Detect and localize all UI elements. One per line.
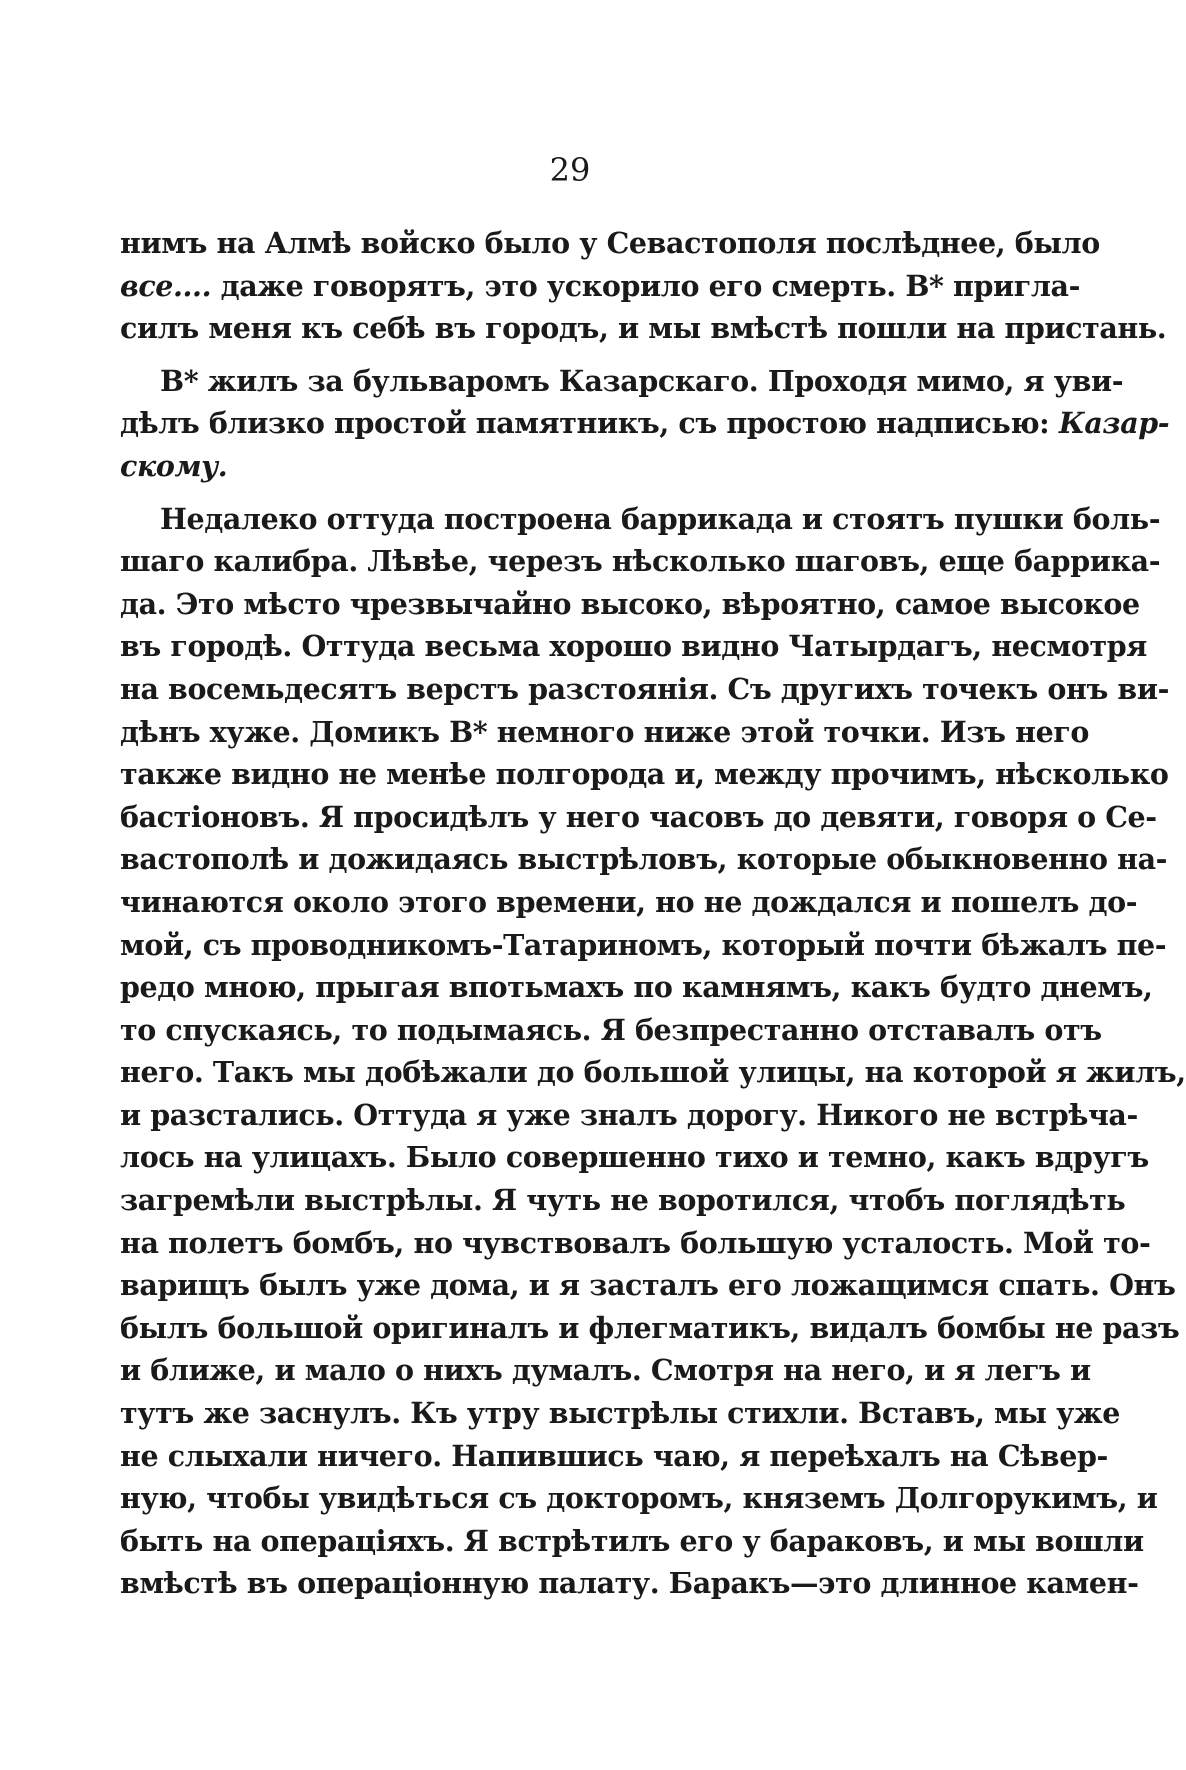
text-line: [120, 583, 1140, 626]
line-text: то спускаясь, то подымаясь. Я безпрестанно отставалъ отъ: [120, 1012, 1102, 1047]
text-line: [120, 796, 1157, 839]
text-line: [120, 1136, 1149, 1179]
text-line: [120, 1435, 1108, 1478]
text-line: [120, 711, 1089, 754]
line-text: быть на операціяхъ. Я встрѣтилъ его у бараковъ, и мы вошли: [120, 1523, 1144, 1558]
text-line: [120, 1222, 1151, 1265]
text-line: [120, 1264, 1176, 1307]
line-text: редо мною, прыгая впотьмахъ по камнямъ, какъ будто днемъ,: [120, 970, 1153, 1005]
text-line: [120, 966, 1153, 1009]
line-text: дѣнъ хуже. Домикъ В* немного ниже этой точки. Изъ него: [120, 714, 1089, 749]
text-line: [120, 625, 1147, 668]
text-line: [120, 307, 1167, 350]
line-text: не слыхали ничего. Напившись чаю, я переѣхалъ на Сѣвер-: [120, 1438, 1108, 1473]
line-text: дѣлъ близко простой памятникъ, съ простою надписью:: [120, 406, 1059, 441]
italic-text: скому.: [120, 448, 228, 483]
text-line: [120, 540, 1161, 583]
text-line: [120, 838, 1168, 881]
line-text: въ городѣ. Оттуда весьма хорошо видно Чатырдагъ, несмотря: [120, 629, 1147, 664]
line-text: ную, чтобы увидѣться съ докторомъ, княземъ Долгорукимъ, и: [120, 1481, 1158, 1516]
line-text: силъ меня къ себѣ въ городъ, и мы вмѣстѣ пошли на пристань.: [120, 311, 1167, 346]
line-text: тутъ же заснулъ. Къ утру выстрѣлы стихли. Вставъ, мы уже: [120, 1396, 1121, 1431]
italic-text: все....: [120, 268, 221, 303]
line-text: и ближе, и мало о нихъ думалъ. Смотря на него, и я легъ и: [120, 1353, 1091, 1388]
line-text: былъ большой оригиналъ и флегматикъ, видалъ бомбы не разъ: [120, 1310, 1180, 1345]
text-line: [120, 753, 1169, 796]
text-line: [120, 924, 1167, 967]
text-line: [120, 1562, 1139, 1605]
text-line: [120, 1009, 1102, 1052]
text-line: [120, 445, 940, 488]
text-line: [120, 1094, 1138, 1137]
line-text: него. Такъ мы добѣжали до большой улицы, на которой я жилъ,: [120, 1055, 1186, 1090]
text-line: [120, 222, 1100, 265]
text-line: [120, 360, 1124, 403]
text-line: [120, 881, 1138, 924]
line-text: на восемьдесятъ верстъ разстоянія. Съ другихъ точекъ онъ ви-: [120, 671, 1169, 706]
text-line: [120, 498, 1161, 541]
italic-text: Казар-: [1058, 406, 1170, 441]
line-text: также видно не менѣе полгорода и, между прочимъ, нѣсколько: [120, 757, 1169, 792]
line-text: да. Это мѣсто чрезвычайно высоко, вѣроятно, самое высокое: [120, 586, 1140, 621]
line-text: шаго калибра. Лѣвѣе, черезъ нѣсколько шаговъ, еще баррика-: [120, 544, 1161, 579]
text-line: [120, 1349, 1091, 1392]
line-text: на полетъ бомбъ, но чувствовалъ большую усталость. Мой то-: [120, 1225, 1151, 1260]
line-text: загремѣли выстрѣлы. Я чуть не воротился, чтобъ поглядѣть: [120, 1183, 1126, 1218]
text-line: [120, 1477, 1158, 1520]
line-text: нимъ на Алмѣ войско было у Севастополя послѣднее, было: [120, 226, 1100, 260]
line-text: вастополѣ и дожидаясь выстрѣловъ, которые обыкновенно на-: [120, 842, 1168, 877]
line-text: мой, съ проводникомъ-Татариномъ, который почти бѣжалъ пе-: [120, 927, 1167, 962]
line-text: бастіоновъ. Я просидѣлъ у него часовъ до девяти, говоря о Се-: [120, 799, 1157, 834]
line-text: В* жилъ за бульваромъ Казарскаго. Проходя мимо, я уви-: [160, 363, 1124, 398]
line-text: чинаются около этого времени, но не дождался и пошелъ до-: [120, 884, 1138, 919]
line-text: даже говорятъ, это ускорило его смерть. В* пригла-: [220, 268, 1081, 303]
page-number: 29: [549, 151, 591, 189]
text-line: [120, 668, 1169, 711]
line-text: и разстались. Оттуда я уже зналъ дорогу. Никого не встрѣча-: [120, 1097, 1138, 1132]
text-line: [120, 402, 1170, 445]
line-text: Недалеко оттуда построена баррикада и стоятъ пушки боль-: [160, 501, 1161, 536]
text-line: [120, 1520, 1144, 1563]
text-line: [120, 265, 1081, 308]
text-line: [120, 1051, 1186, 1094]
text-line: [120, 1179, 1126, 1222]
line-text: вмѣстѣ въ операціонную палату. Баракъ—это длинное камен-: [120, 1566, 1139, 1601]
text-line: [120, 1392, 1121, 1435]
line-text: лось на улицахъ. Было совершенно тихо и темно, какъ вдругъ: [120, 1140, 1149, 1175]
body-text: [120, 222, 1186, 1605]
line-text: варищъ былъ уже дома, и я засталъ его ложащимся спать. Онъ: [120, 1268, 1176, 1303]
text-line: [120, 1307, 1180, 1350]
